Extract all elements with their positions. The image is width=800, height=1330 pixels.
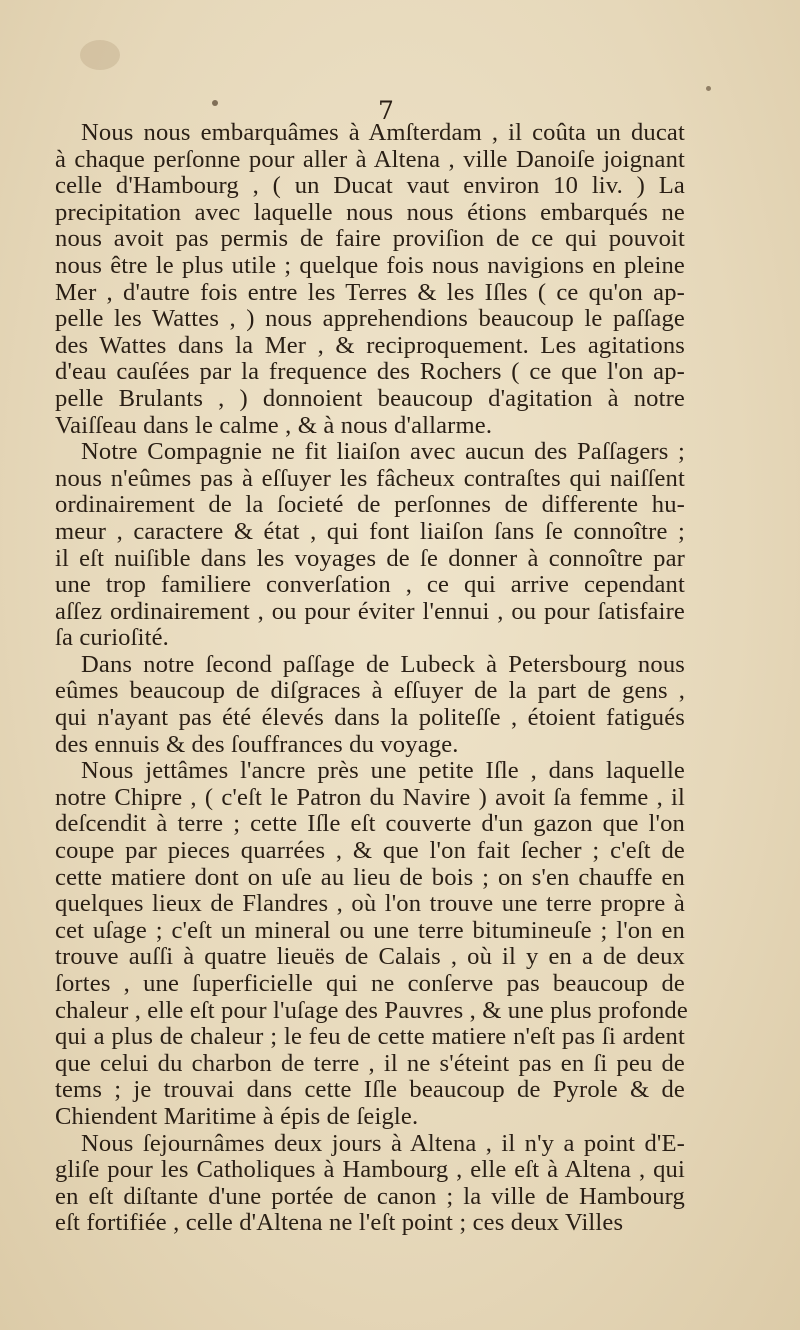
text-line: trouve auſſi à quatre lieuës de Calais , où il y en a de deux xyxy=(55,943,685,971)
text-line: il eſt nuiſible dans les voyages de ſe donner à connoître par xyxy=(55,544,685,572)
text-line: nous n'eûmes pas à eſſuyer les fâcheux contraſtes qui naiſſent xyxy=(55,464,685,492)
text-line: nous être le plus utile ; quelque fois nous navigions en pleine xyxy=(55,251,685,279)
text-line: d'eau cauſées par la frequence des Rochers ( ce que l'on ap- xyxy=(55,358,685,386)
text-line: une trop familiere converſation , ce qui arrive cependant xyxy=(55,571,685,599)
text-line: gliſe pour les Catholiques à Hambourg , elle eſt à Altena , qui xyxy=(55,1156,685,1184)
text-line: Nous nous embarquâmes à Amſterdam , il coûta un ducat xyxy=(81,119,685,146)
text-line: des ennuis & des ſouffrances du voyage. xyxy=(55,730,459,758)
text-line: chaleur , elle eſt pour l'uſage des Pauvres , & une plus profonde xyxy=(55,996,688,1024)
text-line: Dans notre ſecond paſſage de Lubeck à Petersbourg nous xyxy=(81,650,685,678)
text-line: qui a plus de chaleur ; le feu de cette matiere n'eſt pas ſi ardent xyxy=(55,1023,685,1051)
text-line: à chaque perſonne pour aller à Altena , ville Danoiſe joignant xyxy=(55,145,685,173)
text-line: cet uſage ; c'eſt un mineral ou une terre bitumineuſe ; l'on en xyxy=(55,916,685,944)
text-line: deſcendit à terre ; cette Iſle eſt couverte d'un gazon que l'on xyxy=(55,810,685,838)
text-line: celle d'Hambourg , ( un Ducat vaut environ 10 liv. ) La xyxy=(55,172,685,200)
text-line: eſt fortifiée , celle d'Altena ne l'eſt point ; ces deux Villes xyxy=(55,1209,624,1237)
text-line: ſortes , une ſuperficielle qui ne conſerve pas beaucoup de xyxy=(55,970,685,997)
text-line: aſſez ordinairement , ou pour éviter l'ennui , ou pour ſatisfaire xyxy=(55,597,685,625)
text-line: ſa curioſité. xyxy=(55,624,169,652)
text-line: tems ; je trouvai dans cette Iſle beaucoup de Pyrole & de xyxy=(55,1076,685,1104)
text-line: pelle Brulants , ) donnoient beaucoup d'agitation à notre xyxy=(55,384,685,412)
page-number: 7 xyxy=(378,96,394,125)
text-line: quelques lieux de Flandres , où l'on trouve une terre propre à xyxy=(55,890,685,918)
paragraph xyxy=(55,439,685,652)
age-spot xyxy=(212,100,218,106)
text-line: Chiendent Maritime à épis de ſeigle. xyxy=(55,1102,419,1130)
text-line: pelle les Wattes , ) nous apprehendions beaucoup le paſſage xyxy=(55,305,685,333)
text-line: des Wattes dans la Mer , & reciproquement. Les agitations xyxy=(55,331,685,359)
text-line: meur , caractere & état , qui font liaiſon ſans ſe connoître ; xyxy=(55,517,685,545)
text-line: que celui du charbon de terre , il ne s'éteint pas en ſi peu de xyxy=(55,1049,685,1077)
text-line: Notre Compagnie ne fit liaiſon avec aucun des Paſſagers ; xyxy=(81,438,685,466)
text-line: Mer , d'autre fois entre les Terres & les Iſles ( ce qu'on ap- xyxy=(55,278,685,306)
paragraph xyxy=(55,1131,685,1237)
text-line: qui n'ayant pas été élevés dans la politeſſe , étoient fatigués xyxy=(55,704,685,732)
text-line: precipitation avec laquelle nous nous étions embarqués ne xyxy=(55,198,685,226)
text-line: nous avoit pas permis de faire proviſion de ce qui pouvoit xyxy=(55,225,685,253)
text-line: Vaiſſeau dans le calme , & à nous d'allarme. xyxy=(55,411,493,439)
page-body xyxy=(55,119,688,1237)
paragraph xyxy=(55,757,688,1130)
text-line: en eſt diſtante d'une portée de canon ; la ville de Hambourg xyxy=(55,1182,685,1210)
text-line: Nous ſejournâmes deux jours à Altena , il n'y a point d'E- xyxy=(81,1129,685,1157)
age-spot xyxy=(706,86,711,91)
text-line: coupe par pieces quarrées , & que l'on fait ſecher ; c'eſt de xyxy=(55,837,685,865)
text-line: eûmes beaucoup de diſgraces à eſſuyer de la part de gens , xyxy=(55,677,685,705)
age-spot xyxy=(80,40,120,70)
text-line: notre Chipre , ( c'eſt le Patron du Navire ) avoit ſa femme , il xyxy=(55,783,685,811)
text-line: Nous jettâmes l'ancre près une petite Iſle , dans laquelle xyxy=(81,757,685,785)
paragraph xyxy=(55,652,685,758)
text-line: cette matiere dont on uſe au lieu de bois ; on s'en chauffe en xyxy=(55,863,685,891)
paragraph xyxy=(55,120,685,439)
text-line: ordinairement de la ſocieté de perſonnes de differente hu- xyxy=(55,491,685,519)
